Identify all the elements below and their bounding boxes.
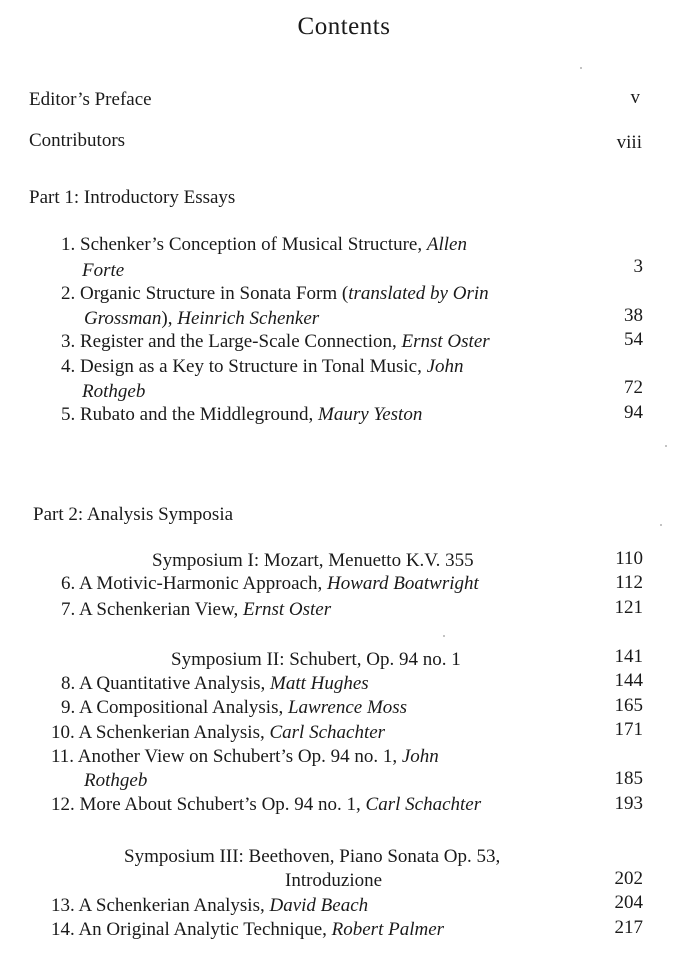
part-2-heading: Part 2: Analysis Symposia xyxy=(33,504,234,525)
toc-entry-9[interactable] xyxy=(61,698,407,717)
scan-speck xyxy=(660,524,662,526)
entry-title: 5. Rubato and the Middleground, xyxy=(61,404,318,425)
page-number: 217 xyxy=(614,917,643,938)
page-number: 112 xyxy=(615,572,643,593)
entry-title: 3. Register and the Large-Scale Connection, xyxy=(61,331,402,352)
entry-label: Editor’s Preface xyxy=(29,89,152,110)
page-number: 38 xyxy=(624,305,643,326)
toc-entry-8[interactable] xyxy=(61,674,369,693)
entry-author: John xyxy=(401,746,439,767)
toc-entry-2-cont[interactable] xyxy=(84,309,319,328)
entry-title: 7. A Schenkerian View, xyxy=(61,599,243,620)
page-number: 54 xyxy=(624,329,643,350)
toc-entry-13[interactable] xyxy=(51,896,368,915)
entry-author: Carl Schachter xyxy=(365,794,482,815)
page-number: 94 xyxy=(624,402,643,423)
entry-punct: ), xyxy=(161,308,178,329)
entry-author: Robert Palmer xyxy=(331,919,445,940)
toc-entry-preface[interactable] xyxy=(29,90,152,109)
toc-entry-6[interactable] xyxy=(61,574,479,593)
entry-author: Lawrence Moss xyxy=(287,697,408,718)
page-number: 165 xyxy=(614,695,643,716)
entry-author: Maury Yeston xyxy=(318,404,423,425)
toc-entry-4[interactable] xyxy=(61,357,464,376)
toc-entry-14[interactable] xyxy=(51,920,444,939)
entry-title: 4. Design as a Key to Structure in Tonal Music, xyxy=(61,356,427,377)
entry-title: 1. Schenker’s Conception of Musical Structure, xyxy=(61,234,427,255)
entry-title: 14. An Original Analytic Technique, xyxy=(51,919,332,940)
entry-author: Ernst Oster xyxy=(242,599,332,620)
toc-entry-1[interactable] xyxy=(61,235,467,254)
page-title: Contents xyxy=(297,13,391,40)
entry-title: 2. Organic Structure in Sonata Form ( xyxy=(61,283,349,304)
entry-author: Howard Boatwright xyxy=(326,573,479,594)
entry-label: Contributors xyxy=(29,130,126,151)
toc-entry-2[interactable] xyxy=(61,284,489,303)
entry-title: 11. Another View on Schubert’s Op. 94 no. 1, xyxy=(51,746,402,767)
entry-author: John xyxy=(426,356,464,377)
page-number: 204 xyxy=(614,892,643,913)
entry-note: translated by Orin xyxy=(348,283,489,304)
symposium-2-heading[interactable]: Symposium II: Schubert, Op. 94 no. 1 xyxy=(171,649,461,670)
toc-entry-contributors[interactable] xyxy=(29,131,125,150)
toc-entry-1-cont[interactable] xyxy=(82,261,124,280)
entry-title: 6. A Motivic-Harmonic Approach, xyxy=(61,573,327,594)
page-number: 144 xyxy=(614,670,643,691)
entry-author: Ernst Oster xyxy=(401,331,490,352)
entry-author: Heinrich Schenker xyxy=(177,308,320,329)
toc-entry-10[interactable] xyxy=(51,723,385,742)
symposium-3-heading[interactable]: Symposium III: Beethoven, Piano Sonata Op. 53, xyxy=(124,846,501,867)
toc-entry-5[interactable] xyxy=(61,405,422,424)
page-number: 171 xyxy=(614,719,643,740)
entry-title: 13. A Schenkerian Analysis, xyxy=(51,895,270,916)
entry-author: Forte xyxy=(82,260,125,281)
symposium-3-heading-cont[interactable]: Introduzione xyxy=(285,870,383,891)
page-number: 121 xyxy=(614,597,643,618)
toc-entry-12[interactable] xyxy=(51,795,481,814)
scan-speck xyxy=(580,67,582,69)
scan-speck xyxy=(443,635,445,637)
part-1-heading: Part 1: Introductory Essays xyxy=(29,187,236,208)
page-number: 202 xyxy=(614,868,643,889)
entry-title: 12. More About Schubert’s Op. 94 no. 1, xyxy=(51,794,366,815)
entry-title: 9. A Compositional Analysis, xyxy=(61,697,288,718)
page-number: viii xyxy=(616,132,642,153)
entry-author: Rothgeb xyxy=(84,770,148,791)
page-number: v xyxy=(630,87,640,108)
page-number: 72 xyxy=(624,377,643,398)
page-number: 185 xyxy=(614,768,643,789)
page-number: 141 xyxy=(614,646,643,667)
toc-entry-4-cont[interactable] xyxy=(82,382,145,401)
entry-author: David Beach xyxy=(269,895,369,916)
scan-speck xyxy=(665,445,667,447)
entry-author: Carl Schachter xyxy=(269,722,386,743)
page-number: 110 xyxy=(615,548,643,569)
entry-note: Grossman xyxy=(84,308,162,329)
entry-title: 10. A Schenkerian Analysis, xyxy=(51,722,270,743)
page-number: 193 xyxy=(614,793,643,814)
entry-author: Rothgeb xyxy=(82,381,146,402)
symposium-1-heading[interactable]: Symposium I: Mozart, Menuetto K.V. 355 xyxy=(152,550,474,571)
toc-entry-7[interactable] xyxy=(61,600,331,619)
toc-entry-3[interactable] xyxy=(61,332,490,351)
entry-title: 8. A Quantitative Analysis, xyxy=(61,673,270,694)
toc-entry-11[interactable] xyxy=(51,747,439,766)
entry-author: Matt Hughes xyxy=(270,673,369,694)
toc-entry-11-cont[interactable] xyxy=(84,771,147,790)
entry-author: Allen xyxy=(426,234,467,255)
page-number: 3 xyxy=(633,256,643,277)
